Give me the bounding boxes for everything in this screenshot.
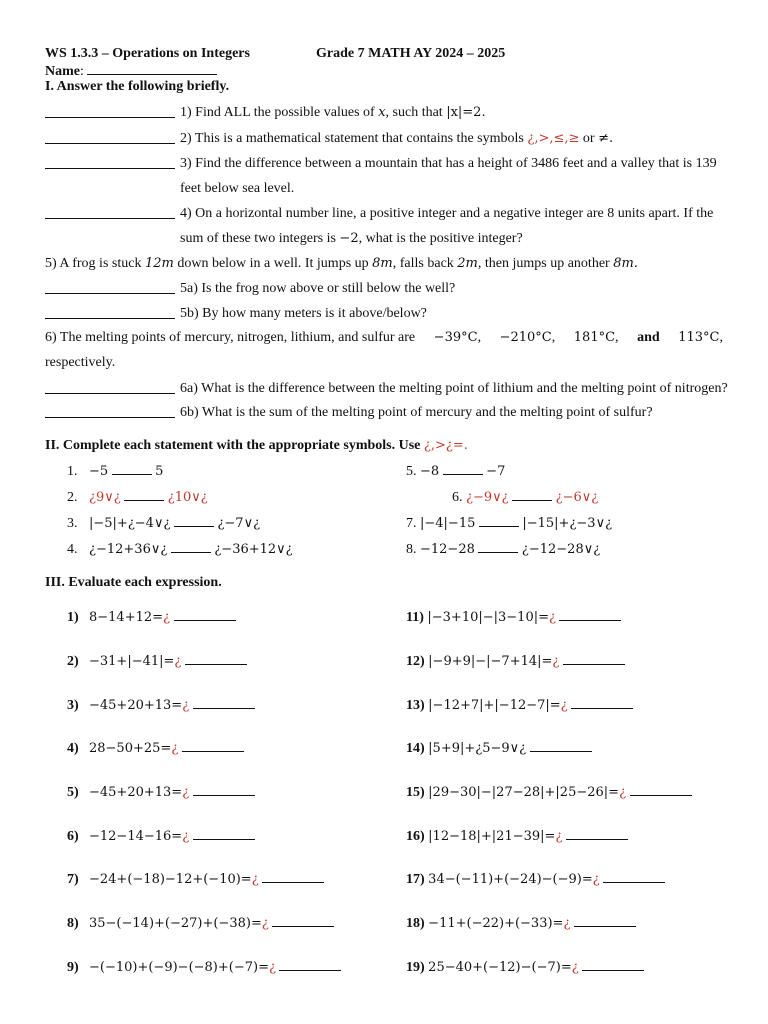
eval-item-18: 18) −11+(−22)+(−33)=¿ bbox=[406, 914, 636, 932]
eval-item-4: 4) 28−50+25=¿ bbox=[67, 739, 244, 757]
answer-blank-3[interactable] bbox=[45, 157, 175, 174]
question-1: 1) Find ALL the possible values of x, such that |x|=2. bbox=[180, 105, 486, 120]
compare-item-1: 1. −5 5 bbox=[67, 464, 164, 479]
worksheet-title: WS 1.3.3 – Operations on Integers bbox=[45, 46, 250, 61]
part3-heading: III. Evaluate each expression. bbox=[45, 575, 222, 590]
eval-blank-13[interactable] bbox=[571, 696, 633, 709]
eval-blank-14[interactable] bbox=[530, 739, 592, 752]
compare-item-4: 4. ¿−12+36∨¿ ¿−36+12∨¿ bbox=[67, 542, 293, 557]
compare-blank-5[interactable] bbox=[443, 462, 483, 475]
compare-item-6: 6. ¿−9∨¿ ¿−6∨¿ bbox=[452, 490, 599, 505]
eval-item-12: 12) |−9+9|−|−7+14|=¿ bbox=[406, 652, 625, 670]
eval-item-15: 15) |29−30|−|27−28|+|25−26|=¿ bbox=[406, 783, 692, 801]
name-row: Name: bbox=[45, 62, 217, 80]
compare-blank-8[interactable] bbox=[478, 540, 518, 553]
eval-blank-6[interactable] bbox=[193, 827, 255, 840]
answer-blank-6b[interactable] bbox=[45, 406, 175, 423]
eval-item-3: 3) −45+20+13=¿ bbox=[67, 696, 255, 714]
eval-blank-1[interactable] bbox=[174, 608, 236, 621]
compare-blank-7[interactable] bbox=[479, 514, 519, 527]
answer-blank-2[interactable] bbox=[45, 132, 175, 149]
eval-blank-7[interactable] bbox=[262, 870, 324, 883]
compare-blank-3[interactable] bbox=[174, 514, 214, 527]
compare-blank-1[interactable] bbox=[112, 462, 152, 475]
eval-blank-5[interactable] bbox=[193, 783, 255, 796]
eval-item-13: 13) |−12+7|+|−12−7|=¿ bbox=[406, 696, 633, 714]
answer-blank-4[interactable] bbox=[45, 207, 175, 224]
answer-blank-5b[interactable] bbox=[45, 307, 175, 324]
eval-blank-19[interactable] bbox=[582, 958, 644, 971]
eval-item-2: 2) −31+|−41|=¿ bbox=[67, 652, 247, 670]
question-6a: 6a) What is the difference between the melting point of lithium and the melting point of nitrogen? bbox=[180, 381, 728, 396]
compare-blank-2[interactable] bbox=[124, 488, 164, 501]
eval-item-17: 17) 34−(−11)+(−24)−(−9)=¿ bbox=[406, 870, 665, 888]
eval-item-6: 6) −12−14−16=¿ bbox=[67, 827, 255, 845]
compare-item-3: 3. |−5|+¿−4∨¿ ¿−7∨¿ bbox=[67, 516, 261, 531]
compare-blank-6[interactable] bbox=[512, 488, 552, 501]
eval-blank-18[interactable] bbox=[574, 914, 636, 927]
part1-heading: I. Answer the following briefly. bbox=[45, 79, 230, 94]
question-5: 5) A frog is stuck 12m down below in a well. It jumps up 8m, falls back 2m, then jumps up another 8m. bbox=[45, 256, 638, 271]
grade-label: Grade 7 MATH AY 2024 – 2025 bbox=[316, 46, 506, 61]
eval-blank-15[interactable] bbox=[630, 783, 692, 796]
question-5b: 5b) By how many meters is it above/below? bbox=[180, 306, 427, 321]
part2-heading: II. Complete each statement with the appropriate symbols. Use ¿,>¿=. bbox=[45, 438, 468, 453]
compare-blank-4[interactable] bbox=[171, 540, 211, 553]
question-2: 2) This is a mathematical statement that contains the symbols ¿,>,≤,≥ or ≠. bbox=[180, 131, 614, 146]
eval-item-7: 7) −24+(−18)−12+(−10)=¿ bbox=[67, 870, 324, 888]
answer-blank-5a[interactable] bbox=[45, 282, 175, 299]
question-6b: 6b) What is the sum of the melting point of mercury and the melting point of sulfur? bbox=[180, 405, 653, 420]
answer-blank-6a[interactable] bbox=[45, 382, 175, 399]
question-5a: 5a) Is the frog now above or still below the well? bbox=[180, 281, 456, 296]
eval-blank-8[interactable] bbox=[272, 914, 334, 927]
eval-blank-9[interactable] bbox=[279, 958, 341, 971]
compare-item-2: 2. ¿9∨¿ ¿10∨¿ bbox=[67, 490, 208, 505]
question-4: 4) On a horizontal number line, a positive integer and a negative integer are 8 units apart. If the sum of these two integers is −2, what is the positive integer? bbox=[180, 206, 714, 246]
answer-blank-1[interactable] bbox=[45, 106, 175, 123]
eval-item-8: 8) 35−(−14)+(−27)+(−38)=¿ bbox=[67, 914, 334, 932]
compare-item-8: 8. −12−28 ¿−12−28∨¿ bbox=[406, 542, 601, 557]
question-6: 6) The melting points of mercury, nitrogen, lithium, and sulfur are −39°C, −210°C, 181°C, and 113°C, respectively. bbox=[45, 330, 723, 370]
eval-blank-3[interactable] bbox=[193, 696, 255, 709]
eval-item-19: 19) 25−40+(−12)−(−7)=¿ bbox=[406, 958, 644, 976]
eval-blank-4[interactable] bbox=[182, 739, 244, 752]
eval-blank-2[interactable] bbox=[185, 652, 247, 665]
eval-item-16: 16) |12−18|+|21−39|=¿ bbox=[406, 827, 628, 845]
eval-blank-16[interactable] bbox=[566, 827, 628, 840]
eval-blank-11[interactable] bbox=[559, 608, 621, 621]
eval-item-1: 1) 8−14+12=¿ bbox=[67, 608, 236, 626]
eval-item-9: 9) −(−10)+(−9)−(−8)+(−7)=¿ bbox=[67, 958, 341, 976]
eval-blank-17[interactable] bbox=[603, 870, 665, 883]
question-3: 3) Find the difference between a mountain that has a height of 3486 feet and a valley that is 139 feet below sea level. bbox=[180, 156, 717, 196]
eval-item-5: 5) −45+20+13=¿ bbox=[67, 783, 255, 801]
name-field[interactable] bbox=[87, 62, 217, 75]
eval-item-14: 14) |5+9|+¿5−9∨¿ bbox=[406, 739, 592, 757]
eval-blank-12[interactable] bbox=[563, 652, 625, 665]
eval-item-11: 11) |−3+10|−|3−10|=¿ bbox=[406, 608, 621, 626]
compare-item-7: 7. |−4|−15 |−15|+¿−3∨¿ bbox=[406, 516, 613, 531]
compare-item-5: 5. −8 −7 bbox=[406, 464, 506, 479]
name-label: Name bbox=[45, 64, 80, 79]
